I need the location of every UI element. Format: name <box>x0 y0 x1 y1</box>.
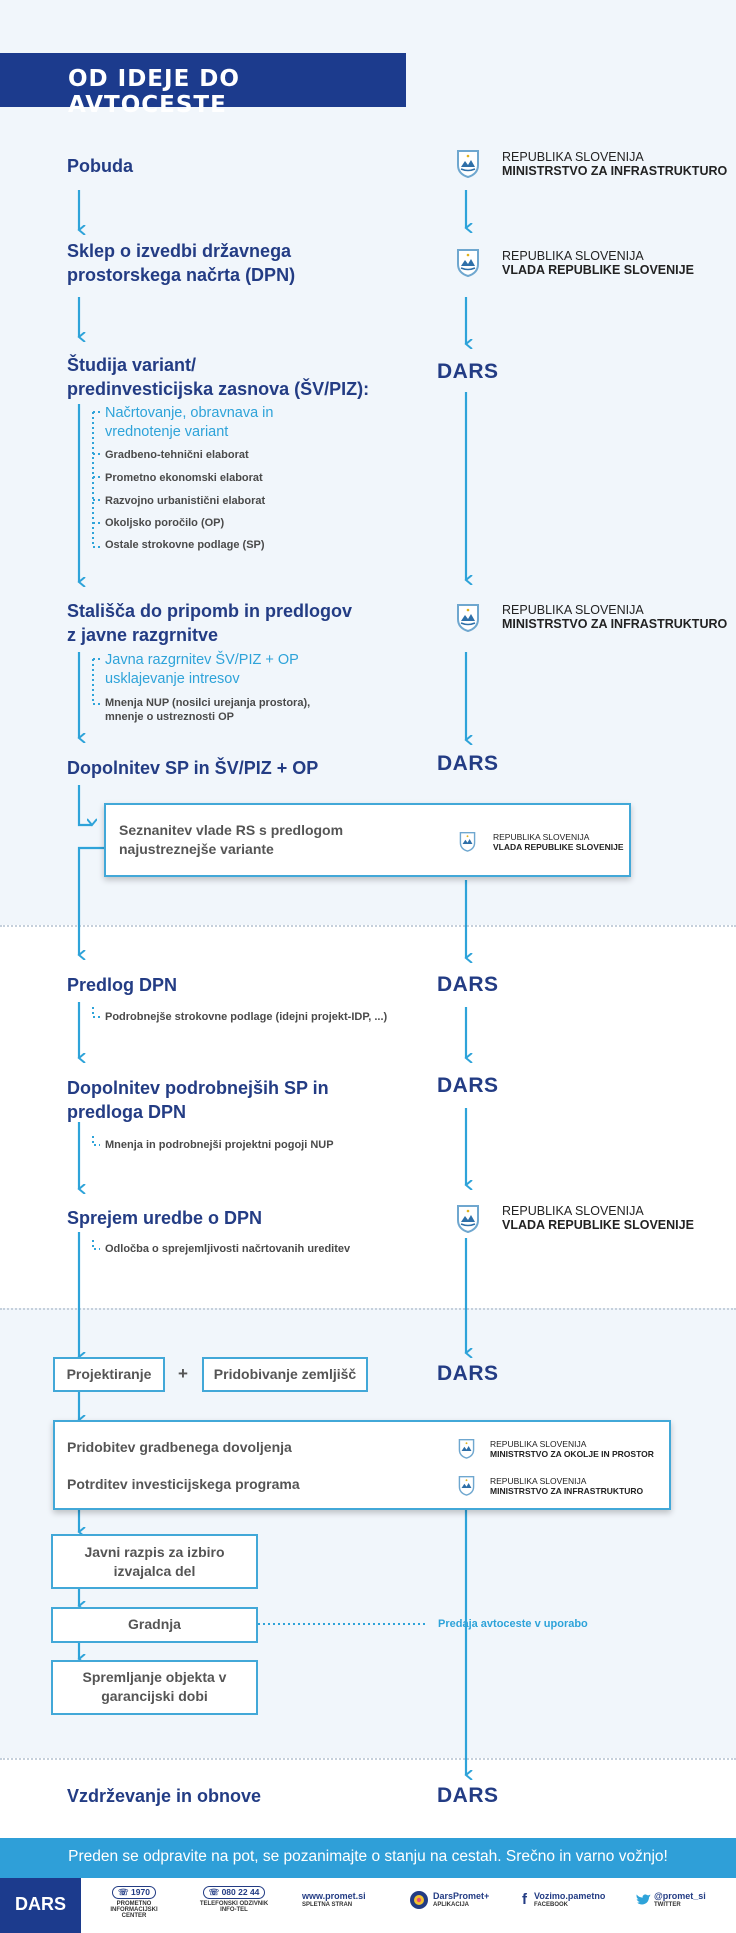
razpis-line1: Javni razpis za izbiro <box>84 1544 225 1560</box>
step-studija <box>67 353 369 401</box>
zemljisc-label: Pridobivanje zemljišč <box>213 1366 357 1382</box>
dopolnitev-sub: Mnenja in podrobnejši projektni pogoji NUP <box>105 1139 334 1151</box>
gov-mzi-small <box>490 1476 643 1496</box>
twitter-cap: TWITTER <box>654 1902 681 1908</box>
footer-web[interactable] <box>302 1891 372 1908</box>
footer-infotel[interactable] <box>196 1882 272 1913</box>
step-stalisca <box>67 599 352 647</box>
crest-icon <box>456 603 480 632</box>
bracket-stalisca <box>93 659 100 704</box>
seznanitev-line1: Seznanitev vlade RS s predlogom <box>119 822 344 838</box>
crest-icon <box>458 1475 475 1496</box>
footer-twitter[interactable] <box>636 1891 728 1908</box>
gov-vlada-small <box>493 832 624 852</box>
spremljanje-label <box>51 1668 258 1706</box>
gov-republika: REPUBLIKA SLOVENIJA <box>502 1204 644 1218</box>
plus-sign: + <box>178 1364 188 1383</box>
gov-vlada: VLADA REPUBLIKE SLOVENIJE <box>493 842 624 852</box>
app-name: DarsPromet+ <box>433 1891 490 1901</box>
infotel-cap1: TELEFONSKI ODZIVNIK <box>199 1901 269 1907</box>
gradnja-label: Gradnja <box>128 1616 181 1632</box>
spremljanje-line1: Spremljanje objekta v <box>82 1669 227 1685</box>
gov-mzi-2 <box>502 603 727 631</box>
facebook-name: Vozimo.pametno <box>534 1891 606 1901</box>
sprejem-sub: Odločba o sprejemljivosti načrtovanih ureditev <box>105 1243 351 1255</box>
studija-item: Gradbeno-tehnični elaborat <box>105 449 249 461</box>
studija-item: Prometno ekonomski elaborat <box>105 472 263 484</box>
seznanitev-line2: najustreznejše variante <box>119 841 274 857</box>
footer-slogan: Preden se odpravite na pot, se pozanimajte o stanju na cestah. Srečno in varno vožnjo! <box>68 1848 668 1865</box>
footer-contacts <box>0 1878 736 1933</box>
stalisca-sub-note-line2: mnenje o ustreznosti OP <box>105 711 234 723</box>
gov-ministry: MINISTRSTVO ZA INFRASTRUKTURO <box>490 1486 644 1496</box>
pic-number: 1970 <box>131 1887 150 1897</box>
step-dopolnitev: Dopolnitev SP in ŠV/PIZ + OP <box>67 758 319 778</box>
step-sklep-line1: Sklep o izvedbi državnega <box>67 241 292 261</box>
crest-icon <box>456 149 480 178</box>
step-sklep <box>67 239 295 287</box>
crest-icon <box>459 831 476 852</box>
phone-icon: ☏ 080 22 44 <box>203 1886 266 1899</box>
stalisca-sub-heading-line2: usklajevanje intresov <box>105 671 240 687</box>
stalisca-sub-note <box>105 696 310 724</box>
step-dopolnitev-podr-line2: predloga DPN <box>67 1102 187 1122</box>
permits-box <box>53 1420 671 1510</box>
pic-cap1: PROMETNO <box>116 1901 152 1907</box>
bracket-sprejem <box>93 1240 100 1249</box>
gov-republika: REPUBLIKA SLOVENIJA <box>502 603 644 617</box>
gov-republika: REPUBLIKA SLOVENIJA <box>502 150 644 164</box>
footer-app[interactable] <box>409 1891 499 1908</box>
dars-label: DARS <box>437 973 499 996</box>
spremljanje-line2: garancijski dobi <box>101 1688 208 1704</box>
facebook-cap: FACEBOOK <box>534 1902 569 1908</box>
predaja-label: Predaja avtoceste v uporabo <box>438 1618 588 1630</box>
web-url: www.promet.si <box>302 1891 366 1901</box>
app-cap: APLIKACIJA <box>433 1902 470 1908</box>
crest-icon <box>456 248 480 277</box>
infotel-cap2: INFO-TEL <box>220 1907 248 1913</box>
step-sklep-line2: prostorskega načrta (DPN) <box>67 265 296 285</box>
razpis-label <box>51 1543 258 1581</box>
projektiranje-label: Projektiranje <box>66 1366 152 1382</box>
gov-mop-small <box>490 1439 654 1459</box>
step-vzdrzevanje: Vzdrževanje in obnove <box>67 1786 262 1806</box>
pic-cap2: INFORMACIJSKI <box>110 1907 158 1913</box>
footer-slogan-bar <box>0 1838 736 1878</box>
gov-vlada: VLADA REPUBLIKE SLOVENIJE <box>502 1218 694 1232</box>
web-cap: SPLETNA STRAN <box>302 1902 353 1908</box>
twitter-icon <box>636 1893 651 1906</box>
step-sprejem: Sprejem uredbe o DPN <box>67 1208 263 1228</box>
gov-republika: REPUBLIKA SLOVENIJA <box>490 1439 587 1449</box>
stalisca-sub-heading <box>105 651 299 689</box>
predlog-sub: Podrobnejše strokovne podlage (idejni projekt-IDP, ...) <box>105 1011 388 1023</box>
step-dopolnitev-podrobnejsih <box>67 1076 329 1124</box>
step-stalisca-line1: Stališča do pripomb in predlogov <box>67 601 353 621</box>
footer-dars-logo <box>0 1878 81 1933</box>
studija-sub-heading <box>105 404 273 442</box>
page-title: OD IDEJE DO AVTOCESTE <box>68 66 240 118</box>
facebook-icon: f <box>522 1891 527 1908</box>
pic-cap3: CENTER <box>121 1913 147 1919</box>
studija-sub-heading-line1: Načrtovanje, obravnava in <box>105 405 274 421</box>
seznanitev-text <box>119 821 343 859</box>
gov-ministry: MINISTRSTVO ZA INFRASTRUKTURO <box>502 164 728 178</box>
footer-logo-text: DARS <box>14 1894 66 1914</box>
arrow-left-6 <box>79 848 104 955</box>
potrditev-label: Potrditev investicijskega programa <box>67 1476 300 1492</box>
bracket-predlog <box>93 1007 100 1017</box>
step-stalisca-line2: z javne razgrnitve <box>67 625 219 645</box>
app-icon <box>409 1890 429 1910</box>
gov-republika: REPUBLIKA SLOVENIJA <box>493 832 590 842</box>
razpis-line2: izvajalca del <box>113 1563 196 1579</box>
studija-item: Ostale strokovne podlage (SP) <box>105 539 265 551</box>
gov-ministry: MINISTRSTVO ZA INFRASTRUKTURO <box>502 617 728 631</box>
step-studija-line2: predinvesticijska zasnova (ŠV/PIZ): <box>67 379 370 399</box>
gov-vlada: VLADA REPUBLIKE SLOVENIJE <box>502 263 694 277</box>
dars-label: DARS <box>437 1784 499 1807</box>
stalisca-sub-note-line1: Mnenja NUP (nosilci urejanja prostora), <box>105 697 311 709</box>
step-studija-line1: Študija variant/ <box>67 355 197 375</box>
footer-pic[interactable] <box>104 1882 164 1919</box>
crest-icon <box>458 1438 475 1459</box>
bracket-studija <box>93 412 100 547</box>
studija-item: Razvojno urbanistični elaborat <box>105 495 266 507</box>
gov-ministry-okolje: MINISTRSTVO ZA OKOLJE IN PROSTOR <box>490 1449 654 1459</box>
step-predlog: Predlog DPN <box>67 975 178 995</box>
dars-label: DARS <box>437 360 499 383</box>
gov-republika: REPUBLIKA SLOVENIJA <box>502 249 644 263</box>
infotel-number: 080 22 44 <box>221 1887 260 1897</box>
dars-label: DARS <box>437 1074 499 1097</box>
stalisca-sub-heading-line1: Javna razgrnitev ŠV/PIZ + OP <box>105 652 299 668</box>
arrow-left-5 <box>79 785 92 825</box>
dars-label: DARS <box>437 752 499 775</box>
step-pobuda: Pobuda <box>67 156 133 176</box>
gov-mzi-1 <box>502 150 727 178</box>
gov-vlada-2 <box>502 1204 694 1232</box>
dars-label: DARS <box>437 1362 499 1385</box>
phone-icon: ☏ 1970 <box>112 1886 156 1899</box>
bracket-dopolnitev <box>93 1136 100 1145</box>
twitter-name: @promet_si <box>654 1891 706 1901</box>
studija-item: Okoljsko poročilo (OP) <box>105 517 225 529</box>
step-dopolnitev-podr-line1: Dopolnitev podrobnejših SP in <box>67 1078 329 1098</box>
gov-vlada-1 <box>502 249 694 277</box>
dovoljenje-label: Pridobitev gradbenega dovoljenja <box>67 1439 292 1455</box>
footer-facebook[interactable] <box>522 1891 614 1908</box>
gov-republika: REPUBLIKA SLOVENIJA <box>490 1476 587 1486</box>
crest-icon <box>456 1204 480 1233</box>
studija-sub-heading-line2: vrednotenje variant <box>105 424 229 440</box>
